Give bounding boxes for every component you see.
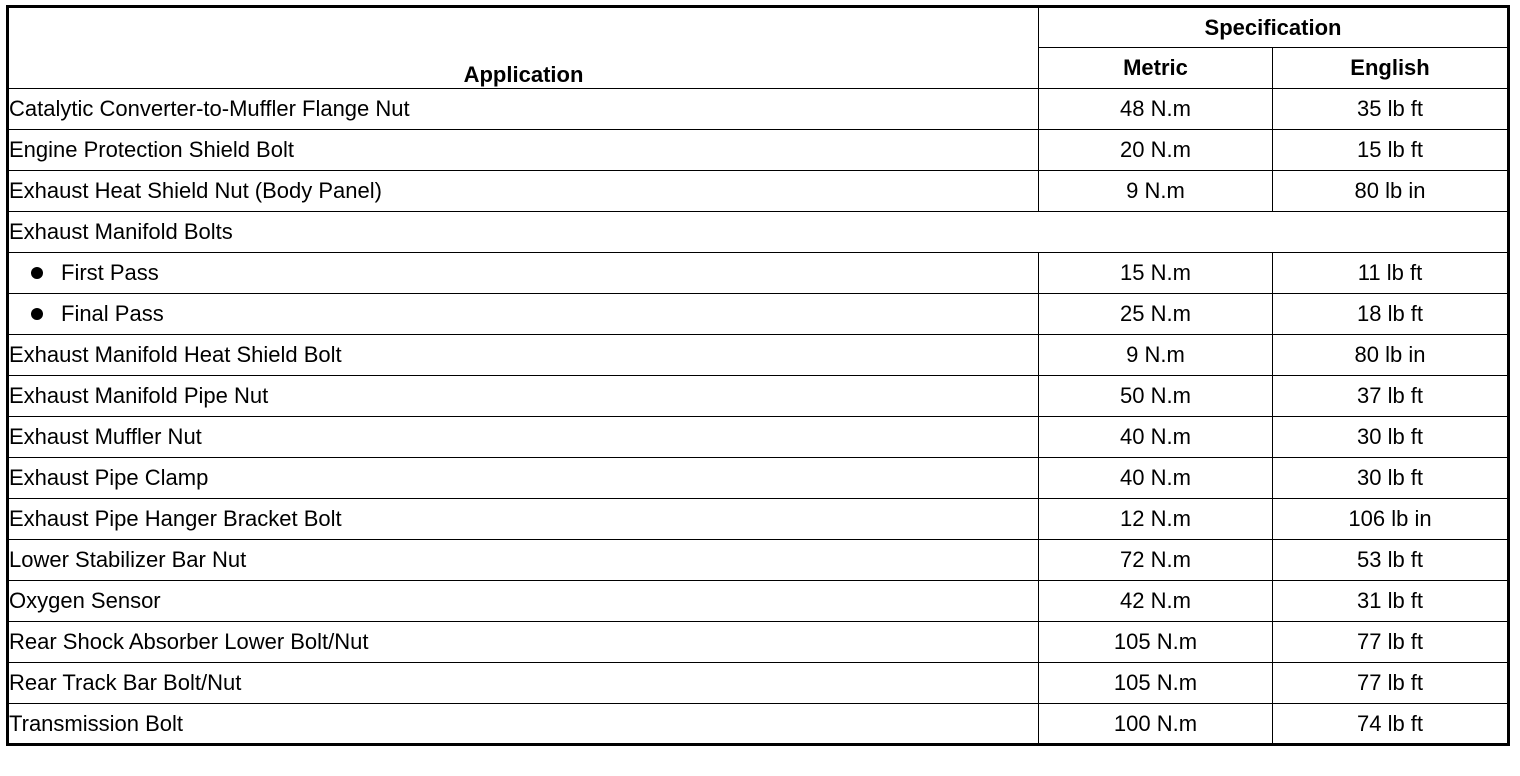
specification-column-header: Specification xyxy=(1039,7,1509,48)
table-body xyxy=(8,89,1509,745)
metric-cell: 42 N.m xyxy=(1039,581,1273,622)
metric-cell: 9 N.m xyxy=(1039,171,1273,212)
metric-cell: 50 N.m xyxy=(1039,376,1273,417)
metric-cell: 15 N.m xyxy=(1039,253,1273,294)
group-heading-cell: Exhaust Manifold Bolts xyxy=(8,212,1509,253)
application-cell: Exhaust Heat Shield Nut (Body Panel) xyxy=(8,171,1039,212)
table-row xyxy=(8,581,1509,622)
table-row xyxy=(8,499,1509,540)
table-row xyxy=(8,663,1509,704)
metric-cell: 9 N.m xyxy=(1039,335,1273,376)
application-cell xyxy=(8,253,1039,294)
english-cell: 106 lb in xyxy=(1273,499,1509,540)
metric-cell: 12 N.m xyxy=(1039,499,1273,540)
table-row xyxy=(8,335,1509,376)
fastener-torque-table xyxy=(6,5,1510,746)
table-row xyxy=(8,294,1509,335)
table-row xyxy=(8,253,1509,294)
application-cell xyxy=(8,294,1039,335)
table-row xyxy=(8,130,1509,171)
metric-cell: 40 N.m xyxy=(1039,417,1273,458)
table-row xyxy=(8,89,1509,130)
english-cell: 30 lb ft xyxy=(1273,417,1509,458)
metric-cell: 48 N.m xyxy=(1039,89,1273,130)
application-cell: Transmission Bolt xyxy=(8,704,1039,745)
bullet-icon xyxy=(31,308,43,320)
english-cell: 80 lb in xyxy=(1273,335,1509,376)
english-cell: 31 lb ft xyxy=(1273,581,1509,622)
table-row xyxy=(8,458,1509,499)
metric-cell: 105 N.m xyxy=(1039,663,1273,704)
english-cell: 37 lb ft xyxy=(1273,376,1509,417)
table-group-row xyxy=(8,212,1509,253)
application-cell: Exhaust Pipe Clamp xyxy=(8,458,1039,499)
english-cell: 77 lb ft xyxy=(1273,663,1509,704)
application-cell: Rear Track Bar Bolt/Nut xyxy=(8,663,1039,704)
application-cell: Rear Shock Absorber Lower Bolt/Nut xyxy=(8,622,1039,663)
bullet-icon xyxy=(31,267,43,279)
metric-cell: 100 N.m xyxy=(1039,704,1273,745)
application-label: Final Pass xyxy=(61,301,164,326)
table-row xyxy=(8,540,1509,581)
table-header xyxy=(8,7,1509,89)
application-column-header: Application xyxy=(8,7,1039,89)
application-cell: Exhaust Manifold Heat Shield Bolt xyxy=(8,335,1039,376)
english-cell: 15 lb ft xyxy=(1273,130,1509,171)
application-cell: Exhaust Muffler Nut xyxy=(8,417,1039,458)
table-row xyxy=(8,171,1509,212)
english-cell: 35 lb ft xyxy=(1273,89,1509,130)
english-cell: 30 lb ft xyxy=(1273,458,1509,499)
english-cell: 11 lb ft xyxy=(1273,253,1509,294)
application-cell: Exhaust Pipe Hanger Bracket Bolt xyxy=(8,499,1039,540)
table-row xyxy=(8,376,1509,417)
application-cell: Exhaust Manifold Pipe Nut xyxy=(8,376,1039,417)
english-cell: 53 lb ft xyxy=(1273,540,1509,581)
english-column-header: English xyxy=(1273,48,1509,89)
application-cell: Engine Protection Shield Bolt xyxy=(8,130,1039,171)
table-row xyxy=(8,417,1509,458)
english-cell: 74 lb ft xyxy=(1273,704,1509,745)
metric-cell: 105 N.m xyxy=(1039,622,1273,663)
english-cell: 18 lb ft xyxy=(1273,294,1509,335)
header-row-top xyxy=(8,7,1509,48)
english-cell: 80 lb in xyxy=(1273,171,1509,212)
english-cell: 77 lb ft xyxy=(1273,622,1509,663)
metric-column-header: Metric xyxy=(1039,48,1273,89)
table-row xyxy=(8,622,1509,663)
table-row xyxy=(8,704,1509,745)
application-cell: Lower Stabilizer Bar Nut xyxy=(8,540,1039,581)
metric-cell: 72 N.m xyxy=(1039,540,1273,581)
application-label: First Pass xyxy=(61,260,159,285)
application-cell: Catalytic Converter-to-Muffler Flange Nut xyxy=(8,89,1039,130)
metric-cell: 25 N.m xyxy=(1039,294,1273,335)
metric-cell: 20 N.m xyxy=(1039,130,1273,171)
metric-cell: 40 N.m xyxy=(1039,458,1273,499)
application-cell: Oxygen Sensor xyxy=(8,581,1039,622)
